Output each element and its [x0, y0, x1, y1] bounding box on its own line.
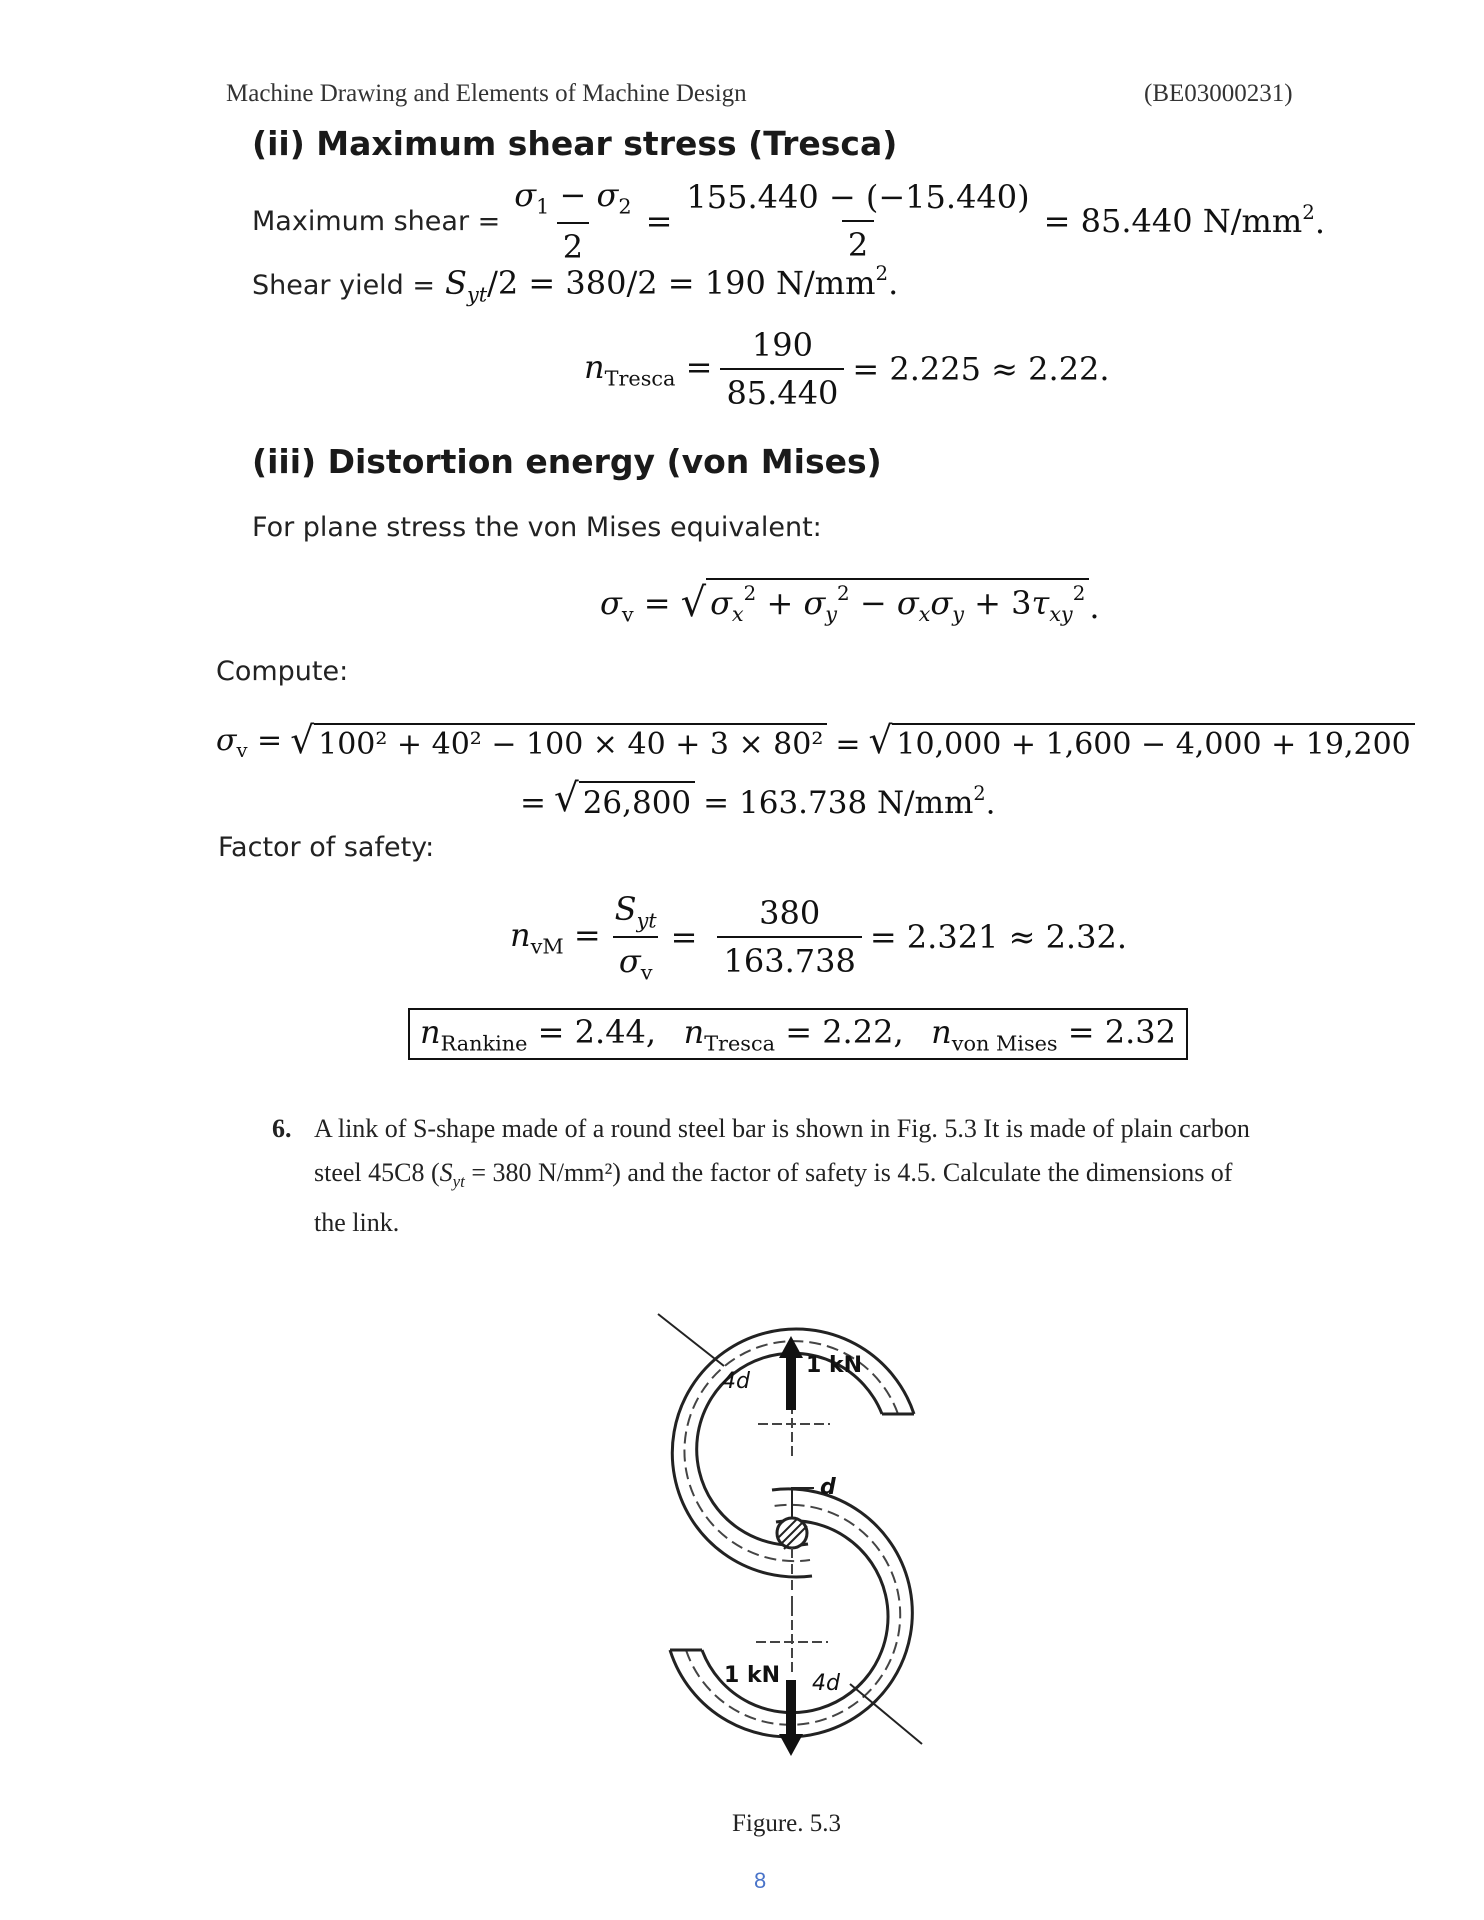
top-radius-leader	[658, 1314, 724, 1366]
compute-line-2: = √ 26,800 = 163.738 N/mm $^2$.	[520, 776, 996, 821]
bottom-load-arrow-shaft	[786, 1680, 796, 1738]
n-tresca-equation: $n_{Tresca}$ = $\frac{190}{85.440}$ = 2.225 ≈ 2.22.	[584, 326, 1110, 412]
top-load-arrowhead	[779, 1336, 803, 1358]
max-shear-label: Maximum shear =	[252, 205, 501, 237]
shear-yield-label: Shear yield =	[252, 269, 436, 301]
s-link-figure	[636, 1290, 948, 1790]
question-number: 6.	[272, 1114, 292, 1143]
section-heading-tresca: (ii) Maximum shear stress (Tresca)	[252, 124, 898, 163]
n-vm-numerator: 380	[759, 894, 821, 933]
label-d: d	[820, 1475, 836, 1500]
n-tresca-result: = 2.225 ≈ 2.22.	[852, 350, 1110, 388]
n-vm-equation: $n_{vM}$ = $\frac{S_{yt}}{\sigma_v}$ = $\frac{380}{163.738}$ = 2.321 ≈ 2.32.	[510, 890, 1127, 985]
n-vm-result: = 2.321 ≈ 2.32.	[869, 918, 1127, 957]
compute-radicand-1: 100² + 40² − 100 × 40 + 3 × 80²	[314, 723, 827, 762]
label-1kn-top: 1 kN	[806, 1353, 863, 1378]
compute-label: Compute:	[216, 656, 349, 687]
top-load-arrow-shaft	[786, 1354, 796, 1410]
question-line-1: A link of S-shape made of a round steel bar is shown in Fig. 5.3 It is made of plain carbon	[314, 1114, 1250, 1143]
n-tresca-numerator: 190	[751, 326, 813, 364]
max-shear-numerator: 155.440 − (−15.440)	[686, 178, 1030, 217]
bottom-load-arrowhead	[779, 1734, 803, 1756]
label-1kn-bottom: 1 kN	[724, 1663, 781, 1688]
running-header-code: (BE03000231)	[1144, 80, 1293, 107]
label-4d-bottom: 4d	[812, 1671, 840, 1696]
shear-yield-equation: Shear yield = $S_{yt}$ /2 = 380/2 = 190 N/mm $^2$.	[252, 262, 899, 307]
fos-label: Factor of safety:	[218, 832, 435, 863]
sigma-diff-fraction: $\frac{\sigma_1 - \sigma_2}{2}$	[514, 176, 632, 267]
vonmises-intro: For plane stress the von Mises equivalent:	[252, 512, 822, 543]
figure-caption: Figure. 5.3	[732, 1810, 842, 1837]
label-4d-top: 4d	[722, 1369, 750, 1394]
n-tresca-denominator: 85.440	[720, 368, 844, 412]
question-line-2: steel 45C8 ($S_{yt} = 380$ N/mm²) and the factor of safety is 4.5. Calculate the dimensions of	[314, 1158, 1233, 1191]
max-shear-equation: Maximum shear = $\frac{\sigma_1 - \sigma_2}{2}$ = $\frac{155.440 - (-15.440)}{2}$ = 85.440 N/mm $^2$.	[252, 176, 1326, 267]
page-number: 8	[754, 1868, 767, 1893]
question-line-3: the link.	[314, 1208, 400, 1237]
shear-yield-expression: /2 = 380/2 = 190 N/mm	[487, 263, 876, 302]
compute-radicand-2: 10,000 + 1,600 − 4,000 + 19,200	[892, 723, 1414, 762]
compute-line-1: $\sigma_v$ = √ 100² + 40² − 100 × 40 + 3 × 80² = √ 10,000 + 1,600 − 4,000 + 19,200	[216, 718, 1415, 762]
summary-vonmises: = 2.32	[1067, 1012, 1176, 1051]
d-leader	[792, 1488, 814, 1518]
summary-rankine: = 2.44,	[537, 1012, 657, 1051]
running-header-title: Machine Drawing and Elements of Machine Design	[226, 80, 747, 107]
vonmises-formula: $\sigma_v$ = √ $\sigma_x^2 + \sigma_y^2 - \sigma_x\sigma_y + 3\tau_{xy}^2$ .	[600, 578, 1099, 626]
summary-tresca: = 2.22,	[785, 1012, 904, 1051]
compute-radicand-3: 26,800	[579, 781, 695, 821]
summary-box: $n_{Rankine} = 2.44$, $n_{Tresca} = 2.22$, $n_{von Mises} = 2.32$	[408, 1008, 1188, 1060]
section-heading-vonmises: (iii) Distortion energy (von Mises)	[252, 442, 882, 481]
vonmises-stress-result: = 163.738 N/mm	[703, 785, 974, 821]
n-vm-denominator: 163.738	[717, 936, 861, 980]
max-shear-result: = 85.440 N/mm	[1043, 202, 1303, 241]
numeric-diff-fraction: $\frac{155.440 - (-15.440)}{2}$	[680, 178, 1035, 264]
